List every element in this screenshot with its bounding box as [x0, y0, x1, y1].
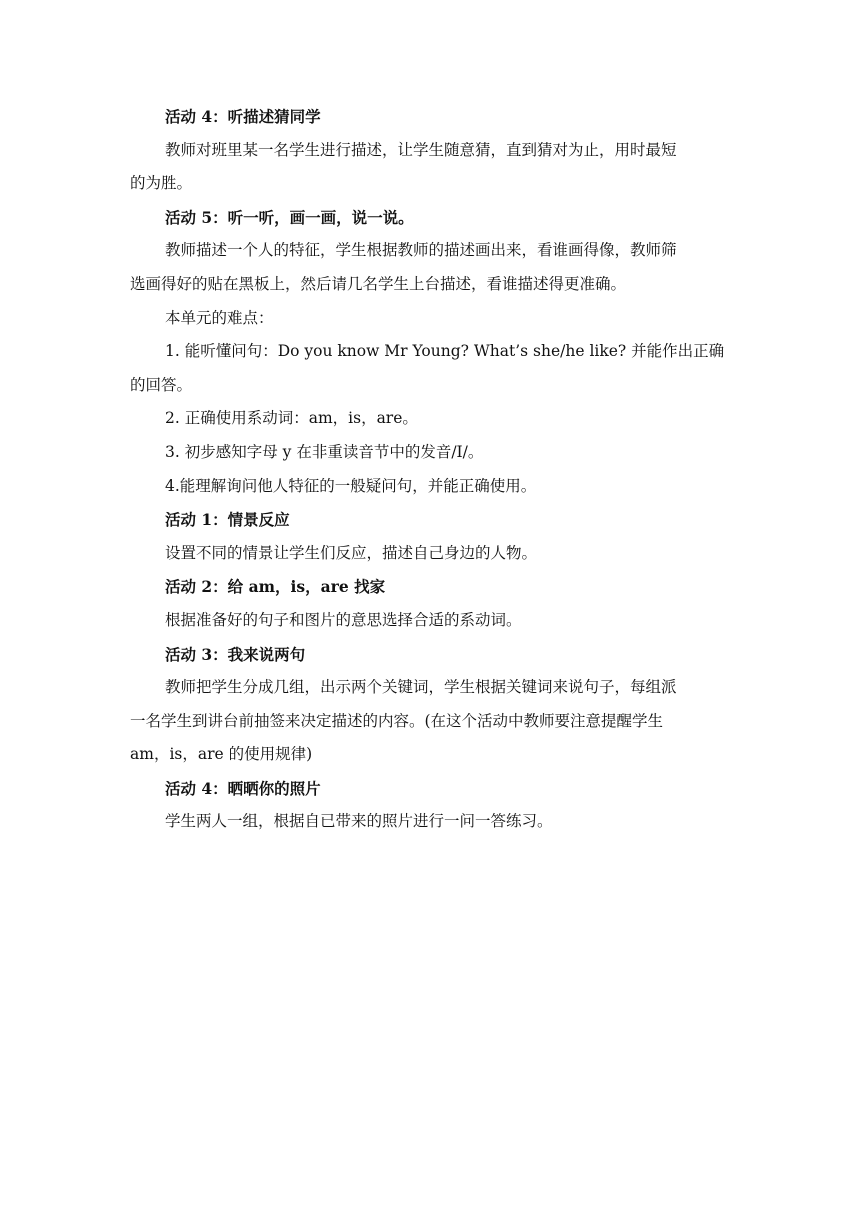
line: 4.能理解询问他人特征的一般疑问句，并能正确使用。 — [165, 476, 537, 495]
line: 活动 5：听一听，画一画，说一说。 — [165, 207, 414, 227]
line: 的为胜。 — [130, 174, 193, 193]
line: 活动 2：给 am，is，are 找家 — [165, 577, 386, 597]
line: 根据准备好的句子和图片的意思选择合适的系动词。 — [165, 610, 522, 629]
line: 选画得好的贴在黑板上，然后请几名学生上台描述，看谁描述得更准确。 — [130, 274, 627, 293]
line: 活动 4：听描述猜同学 — [165, 107, 321, 126]
line: 活动 4：晒晒你的照片 — [165, 778, 321, 798]
line: 教师描述一个人的特征，学生根据教师的描述画出来，看谁画得像，教师筛 — [165, 241, 677, 260]
line: 3. 初步感知字母 y 在非重读音节中的发音/I/。 — [165, 442, 484, 461]
line: 教师把学生分成几组，出示两个关键词，学生根据关键词来说句子，每组派 — [165, 678, 677, 697]
line: 学生两人一组，根据自已带来的照片进行一问一答练习。 — [165, 812, 553, 831]
line: 1. 能听懂问句：Do you know Mr Young? What’s she/he like? 并能作出正确 — [165, 342, 725, 361]
line: 设置不同的情景让学生们反应，描述自己身边的人物。 — [165, 543, 538, 562]
line: 的回答。 — [130, 375, 193, 394]
line: 2. 正确使用系动词：am，is，are。 — [165, 409, 418, 428]
line: 本单元的难点： — [165, 308, 274, 327]
line: 一名学生到讲台前抽签来决定描述的内容。(在这个活动中教师要注意提醒学生 — [130, 711, 664, 730]
line: 教师对班里某一名学生进行描述，让学生随意猜，直到猜对为止，用时最短 — [165, 140, 677, 159]
document-body — [130, 100, 730, 839]
line: am，is，are 的使用规律) — [130, 745, 313, 764]
line: 活动 1：情景反应 — [165, 510, 290, 530]
line: 活动 3：我来说两句 — [165, 644, 306, 664]
